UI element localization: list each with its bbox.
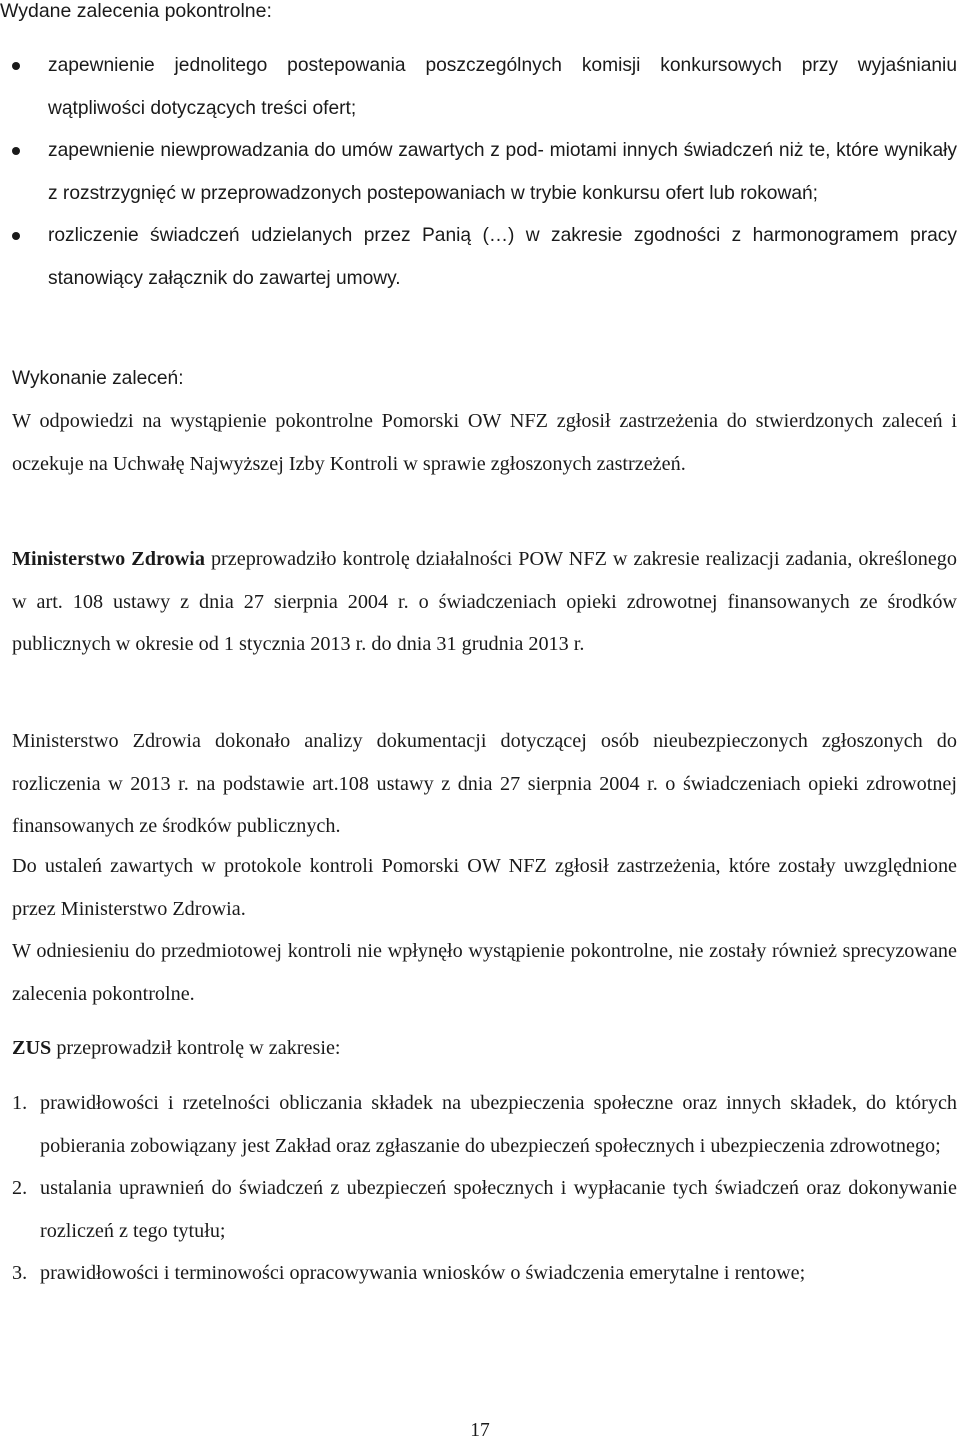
list-item-text: prawidłowości i rzetelności obliczania składek na ubezpieczenia społeczne oraz innych składek, do których pobierania zobowiązany jest Zakład oraz zgłaszanie do ubezpieczeń społecznych i ubezpieczenia zdrowotnego;	[40, 1092, 957, 1157]
recommendations-list	[0, 45, 957, 300]
list-item	[0, 1082, 957, 1167]
list-item-text: rozliczenie świadczeń udzielanych przez Panią (…) w zakresie zgodności z harmonogramem pracy stanowiący załącznik do zawartej umowy.	[48, 225, 957, 289]
page-number: 17	[470, 1420, 490, 1441]
zus-heading	[12, 1027, 957, 1070]
zus-name: ZUS	[12, 1037, 52, 1059]
list-item	[0, 215, 957, 300]
bullet-icon	[12, 62, 20, 70]
objections-paragraph: Do ustaleń zawartych w protokole kontroli Pomorski OW NFZ zgłosił zastrzeżenia, które zostały uwzględnione przez Ministerstwo Zdrowia.	[12, 855, 957, 920]
execution-paragraph: W odpowiedzi na wystąpienie pokontrolne Pomorski OW NFZ zgłosił zastrzeżenia do stwierdzonych zaleceń i oczekuje na Uchwałę Najwyższej Izby Kontroli w sprawie zgłoszonych zastrzeżeń.	[12, 410, 957, 475]
bullet-icon	[12, 232, 20, 240]
zus-heading-text: przeprowadził kontrolę w zakresie:	[51, 1037, 341, 1059]
list-item-number: 1.	[12, 1092, 28, 1114]
list-item-text: zapewnienie niewprowadzania do umów zawartych z pod- miotami innych świadczeń niż te, które wynikały z rozstrzygnięć w przeprowadzonych postepowaniach w trybie konkursu ofert lub rokowań;	[48, 140, 957, 204]
ministry-control-paragraph	[12, 538, 957, 666]
list-item-number: 3.	[12, 1262, 28, 1284]
list-item	[0, 130, 957, 215]
bullet-icon	[12, 147, 20, 155]
list-item	[0, 1252, 957, 1295]
no-statement-paragraph: W odniesieniu do przedmiotowej kontroli nie wpłynęło wystąpienie pokontrolne, nie zostały również sprecyzowane zalecenia pokontrolne.	[12, 940, 957, 1005]
list-item-text: ustalania uprawnień do świadczeń z ubezpieczeń społecznych i wypłacanie tych świadczeń oraz dokonywanie rozliczeń z tego tytułu;	[40, 1177, 957, 1242]
execution-heading: Wykonanie zaleceń:	[12, 368, 184, 389]
list-item-text: prawidłowości i terminowości opracowywania wniosków o świadczenia emerytalne i rentowe;	[40, 1262, 806, 1284]
ministry-control-text: przeprowadziło kontrolę działalności POW NFZ w zakresie realizacji zadania, określonego w art. 108 ustawy z dnia 27 sierpnia 2004 r. o świadczeniach opieki zdrowotnej finansowanych ze środków publicznych w okresie od 1 stycznia 2013 r. do dnia 31 grudnia 2013 r.	[12, 548, 957, 655]
list-item-text: zapewnienie jednolitego postepowania poszczególnych komisji konkursowych przy wyjaśnianiu wątpliwości dotyczących treści ofert;	[48, 55, 957, 119]
list-item	[0, 45, 957, 130]
list-item-number: 2.	[12, 1177, 28, 1199]
list-item	[0, 1167, 957, 1252]
ministry-name: Ministerstwo Zdrowia	[12, 548, 205, 570]
ministry-analysis-paragraph: Ministerstwo Zdrowia dokonało analizy dokumentacji dotyczącej osób nieubezpieczonych zgłoszonych do rozliczenia w 2013 r. na podstawie art.108 ustawy z dnia 27 sierpnia 2004 r. o świadczeniach opieki zdrowotnej finansowanych ze środków publicznych.	[12, 730, 957, 837]
recommendations-heading: Wydane zalecenia pokontrolne:	[0, 0, 272, 22]
zus-scope-list	[0, 1082, 957, 1295]
